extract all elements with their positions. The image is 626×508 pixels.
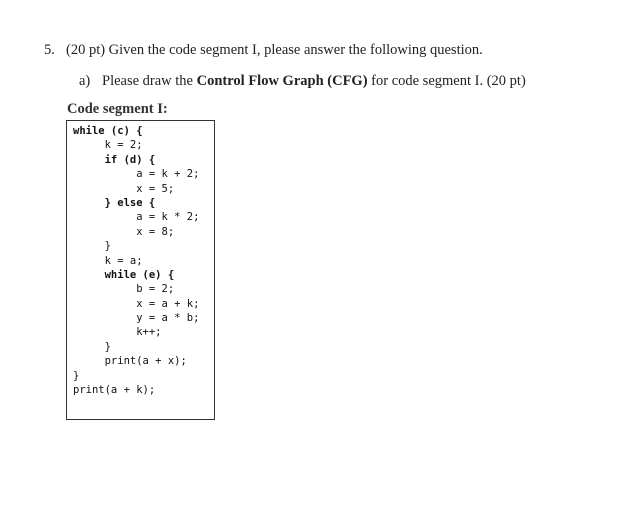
- code-line: }: [73, 369, 80, 382]
- code-line: k = a;: [73, 254, 143, 267]
- code-line: if (d) {: [73, 153, 156, 166]
- code-line: } else {: [73, 196, 156, 209]
- code-line: y = a * b;: [73, 312, 200, 325]
- code-line: }: [73, 340, 111, 353]
- code-segment-box: [66, 120, 215, 420]
- subquestion-a: [79, 73, 526, 90]
- question-5: [44, 42, 483, 59]
- code-line: a = k + 2;: [73, 168, 200, 181]
- code-line: while (e) {: [73, 268, 175, 281]
- code-segment-heading: Code segment I:: [67, 101, 168, 117]
- subquestion-letter: a): [79, 73, 91, 89]
- code-line: k++;: [73, 326, 162, 339]
- code-line: x = a + k;: [73, 297, 200, 310]
- question-text: (20 pt) Given the code segment I, please answer the following question.: [66, 42, 483, 58]
- code-line: print(a + k);: [73, 384, 156, 397]
- code-line: k = 2;: [73, 139, 143, 152]
- code-line: }: [73, 240, 111, 253]
- code-line: b = 2;: [73, 283, 175, 296]
- subquestion-bold-term: Control Flow Graph (CFG): [196, 73, 368, 89]
- code-line: print(a + x);: [73, 355, 187, 368]
- code-line: x = 8;: [73, 225, 175, 238]
- code-line: while (c) {: [73, 125, 143, 137]
- code-line: x = 5;: [73, 182, 175, 195]
- code-listing: [73, 124, 199, 397]
- subquestion-prefix: Please draw the: [102, 73, 193, 89]
- question-number: 5.: [44, 42, 55, 58]
- subquestion-suffix: for code segment I. (20 pt): [371, 73, 526, 89]
- code-line: a = k * 2;: [73, 211, 200, 224]
